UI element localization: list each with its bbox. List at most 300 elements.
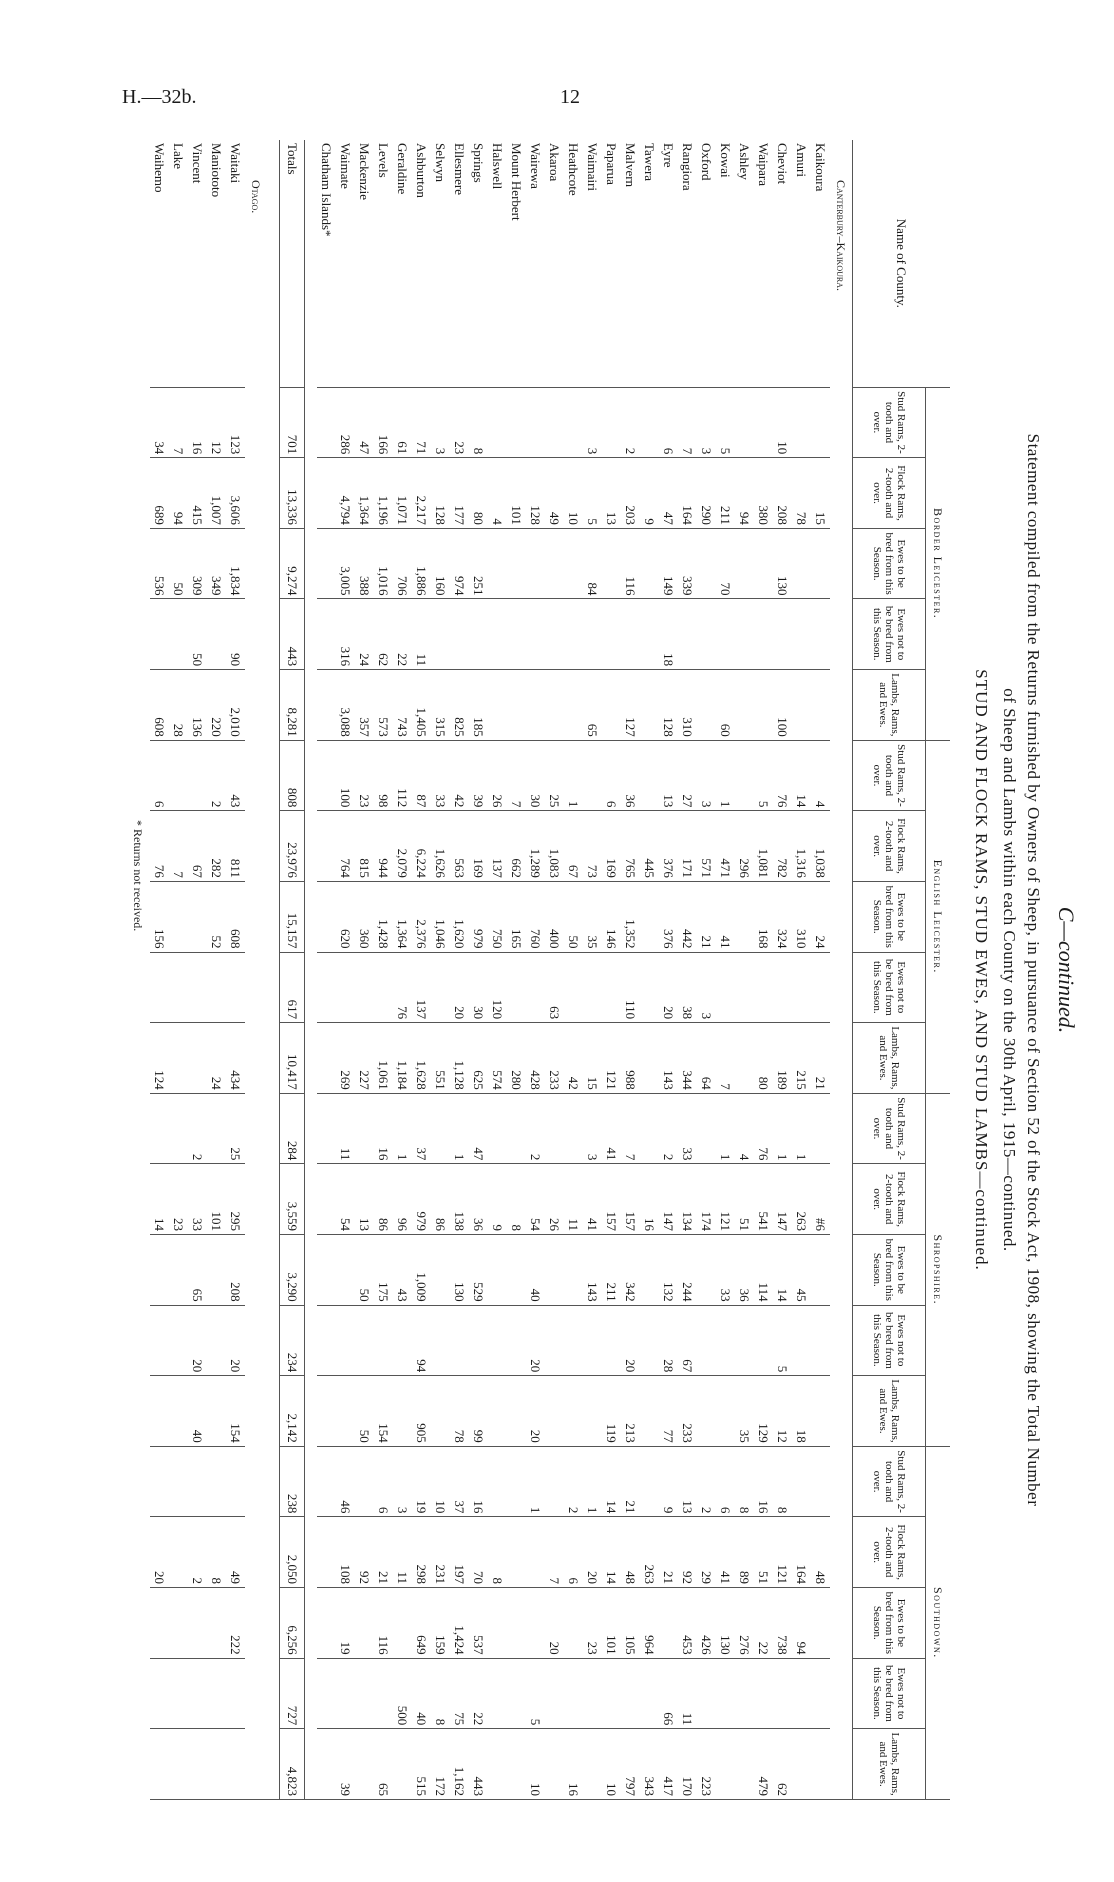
table-cell: 649: [412, 1588, 431, 1659]
table-cell: [583, 599, 602, 670]
table-cell: 1,009: [412, 1234, 431, 1305]
table-cell: 1,626: [431, 811, 450, 882]
county-name: Vincent: [188, 140, 207, 387]
table-cell: 815: [355, 811, 374, 882]
table-cell: [317, 1729, 336, 1800]
table-cell: [317, 670, 336, 741]
table-cell: 3: [697, 387, 716, 458]
table-cell: 175: [374, 1234, 393, 1305]
table-cell: [640, 1658, 659, 1729]
table-cell: 26: [545, 1164, 564, 1235]
table-cell: [602, 952, 621, 1023]
table-cell: [317, 1517, 336, 1588]
table-cell: [317, 952, 336, 1023]
table-cell: 37: [412, 1093, 431, 1164]
table-cell: 26: [488, 740, 507, 811]
table-cell: 20: [526, 1376, 545, 1447]
table-cell: 357: [355, 670, 374, 741]
table-cell: 2: [564, 1446, 583, 1517]
table-cell: 30: [469, 952, 488, 1023]
table-cell: [564, 670, 583, 741]
table-cell: 988: [621, 1023, 640, 1094]
table-cell: 48: [621, 1517, 640, 1588]
table-cell: [811, 387, 830, 458]
table-cell: 101: [507, 458, 526, 529]
table-cell: 608: [226, 881, 245, 952]
table-cell: [169, 740, 188, 811]
table-cell: 620: [336, 881, 355, 952]
column-header: Lambs, Rams, and Ewes.: [853, 670, 926, 741]
table-cell: 2: [659, 1093, 678, 1164]
table-cell: 1,071: [393, 458, 412, 529]
title-block: [971, 120, 1085, 1820]
county-name: Waitaki: [226, 140, 245, 387]
county-name: Totals: [280, 140, 305, 387]
table-cell: [640, 952, 659, 1023]
table-cell: 67: [188, 811, 207, 882]
table-cell: 189: [773, 1023, 792, 1094]
table-cell: 3,290: [280, 1234, 305, 1305]
table-row: [678, 140, 697, 1800]
table-cell: 9: [640, 458, 659, 529]
footnote: * Returns not received.: [131, 820, 145, 932]
table-cell: 18: [792, 1376, 811, 1447]
county-name: Oxford: [697, 140, 716, 387]
column-header: Ewes not to be bred from this Season.: [853, 1658, 926, 1729]
table-cell: [488, 1234, 507, 1305]
table-cell: [735, 1023, 754, 1094]
table-cell: 37: [450, 1446, 469, 1517]
table-cell: 689: [150, 458, 169, 529]
table-cell: [602, 528, 621, 599]
table-cell: 1,352: [621, 881, 640, 952]
table-cell: 43: [393, 1234, 412, 1305]
table-cell: 8: [488, 1517, 507, 1588]
table-cell: 177: [450, 458, 469, 529]
table-cell: 727: [280, 1658, 305, 1729]
table-cell: 36: [621, 740, 640, 811]
table-cell: 123: [226, 387, 245, 458]
table-cell: [564, 1658, 583, 1729]
table-cell: 76: [393, 952, 412, 1023]
table-cell: [754, 1305, 773, 1376]
column-header: Stud Rams, 2-tooth and over.: [853, 387, 926, 458]
column-header: Lambs, Rams, and Ewes.: [853, 1729, 926, 1800]
table-cell: 6,256: [280, 1588, 305, 1659]
table-cell: 573: [374, 670, 393, 741]
table-cell: [188, 881, 207, 952]
table-cell: [431, 1305, 450, 1376]
table-cell: [773, 599, 792, 670]
table-cell: [716, 1305, 735, 1376]
table-cell: 5: [716, 387, 735, 458]
table-cell: [317, 387, 336, 458]
table-cell: 10: [526, 1729, 545, 1800]
county-name: Waimate: [336, 140, 355, 387]
table-cell: 41: [583, 1164, 602, 1235]
table-cell: 29: [697, 1517, 716, 1588]
table-cell: 22: [469, 1658, 488, 1729]
table-cell: [150, 1446, 169, 1517]
table-cell: 41: [716, 1517, 735, 1588]
table-cell: 42: [450, 740, 469, 811]
table-cell: [355, 952, 374, 1023]
table-cell: 944: [374, 811, 393, 882]
table-cell: [169, 1446, 188, 1517]
table-cell: [355, 1588, 374, 1659]
table-cell: [317, 1446, 336, 1517]
table-cell: [317, 1023, 336, 1094]
table-cell: [188, 740, 207, 811]
county-name: Maniototo: [207, 140, 226, 387]
table-cell: [545, 1446, 564, 1517]
table-row: [150, 140, 169, 1800]
table-cell: 20: [150, 1517, 169, 1588]
table-cell: 400: [545, 881, 564, 952]
table-cell: 23: [450, 387, 469, 458]
county-name: Wairewa: [526, 140, 545, 387]
table-cell: [564, 1234, 583, 1305]
table-cell: 130: [773, 528, 792, 599]
table-cell: 136: [188, 670, 207, 741]
table-cell: [621, 599, 640, 670]
county-name: Waipara: [754, 140, 773, 387]
table-cell: 92: [355, 1517, 374, 1588]
table-cell: 19: [412, 1446, 431, 1517]
table-cell: 1,620: [450, 881, 469, 952]
table-cell: 1: [583, 1446, 602, 1517]
table-cell: [792, 670, 811, 741]
table-cell: 33: [716, 1234, 735, 1305]
table-cell: [169, 1729, 188, 1800]
table-cell: 99: [469, 1376, 488, 1447]
table-cell: [169, 1305, 188, 1376]
table-cell: [207, 1658, 226, 1729]
table-cell: 154: [374, 1376, 393, 1447]
table-row: [431, 140, 450, 1800]
table-cell: [754, 1658, 773, 1729]
table-cell: [640, 1023, 659, 1094]
table-cell: [226, 952, 245, 1023]
table-cell: [735, 387, 754, 458]
table-cell: [507, 1588, 526, 1659]
table-cell: 110: [621, 952, 640, 1023]
table-cell: 782: [773, 811, 792, 882]
table-row: [488, 140, 507, 1800]
table-cell: [431, 1234, 450, 1305]
table-cell: 49: [226, 1517, 245, 1588]
document-reference: H.—32b.: [122, 86, 197, 108]
table-cell: 86: [374, 1164, 393, 1235]
county-name: Halswell: [488, 140, 507, 387]
table-cell: [393, 1376, 412, 1447]
table-cell: [773, 952, 792, 1023]
table-cell: 16: [564, 1729, 583, 1800]
table-cell: 1,289: [526, 811, 545, 882]
table-cell: 11: [336, 1093, 355, 1164]
table-cell: 208: [773, 458, 792, 529]
table-cell: 1,834: [226, 528, 245, 599]
table-cell: 5: [773, 1305, 792, 1376]
table-cell: 13: [602, 458, 621, 529]
table-cell: 157: [621, 1164, 640, 1235]
table-cell: [488, 1446, 507, 1517]
table-cell: 1,886: [412, 528, 431, 599]
table-cell: 108: [336, 1517, 355, 1588]
table-cell: 2,376: [412, 881, 431, 952]
table-cell: 284: [280, 1093, 305, 1164]
table-cell: 172: [431, 1729, 450, 1800]
county-name: Akaroa: [545, 140, 564, 387]
table-cell: 156: [150, 881, 169, 952]
table-row: [659, 140, 678, 1800]
section-label: Canterbury–Kaikoura.: [830, 140, 853, 1800]
table-cell: 227: [355, 1023, 374, 1094]
county-name: Tawera: [640, 140, 659, 387]
table-cell: 50: [564, 881, 583, 952]
table-cell: [450, 1305, 469, 1376]
column-header: Flock Rams, 2-tooth and over.: [853, 811, 926, 882]
table-cell: [188, 1588, 207, 1659]
table-cell: 134: [678, 1164, 697, 1235]
table-cell: [317, 1234, 336, 1305]
county-name: Cheviot: [773, 140, 792, 387]
table-cell: 50: [355, 1376, 374, 1447]
table-cell: 22: [754, 1588, 773, 1659]
table-cell: 70: [716, 528, 735, 599]
table-cell: [355, 1658, 374, 1729]
table-cell: 65: [188, 1234, 207, 1305]
table-cell: 143: [659, 1023, 678, 1094]
table-cell: 4: [811, 740, 830, 811]
table-cell: [811, 599, 830, 670]
table-cell: 121: [773, 1517, 792, 1588]
table-cell: 18: [659, 599, 678, 670]
table-cell: 168: [754, 881, 773, 952]
table-cell: 428: [526, 1023, 545, 1094]
table-cell: 21: [659, 1517, 678, 1588]
table-cell: 10: [431, 1446, 450, 1517]
totals-row: [280, 140, 305, 1800]
table-cell: 24: [811, 881, 830, 952]
table-cell: [169, 599, 188, 670]
table-cell: 47: [355, 387, 374, 458]
table-cell: [374, 1658, 393, 1729]
table-cell: 8: [507, 1164, 526, 1235]
table-cell: [640, 881, 659, 952]
table-cell: 4,823: [280, 1729, 305, 1800]
table-cell: 138: [450, 1164, 469, 1235]
table-cell: 15: [811, 458, 830, 529]
table-cell: 8: [735, 1446, 754, 1517]
table-cell: 701: [280, 387, 305, 458]
table-cell: [735, 670, 754, 741]
table-cell: 811: [226, 811, 245, 882]
table-cell: 143: [583, 1234, 602, 1305]
table-row: [374, 140, 393, 1800]
table-cell: 706: [393, 528, 412, 599]
table-cell: 211: [716, 458, 735, 529]
table-cell: [207, 1446, 226, 1517]
table-cell: 625: [469, 1023, 488, 1094]
table-cell: 343: [640, 1729, 659, 1800]
table-cell: [754, 599, 773, 670]
column-header: Ewes not to be bred from this Season.: [853, 1305, 926, 1376]
table-cell: [393, 1729, 412, 1800]
table-cell: 7: [545, 1517, 564, 1588]
table-cell: 35: [583, 881, 602, 952]
county-name: Ashley: [735, 140, 754, 387]
table-cell: 33: [678, 1093, 697, 1164]
table-cell: [507, 1658, 526, 1729]
table-cell: 9: [659, 1446, 678, 1517]
table-cell: 3: [583, 387, 602, 458]
table-cell: [488, 528, 507, 599]
table-cell: [488, 387, 507, 458]
table-cell: 551: [431, 1023, 450, 1094]
table-cell: 164: [792, 1517, 811, 1588]
table-cell: 269: [336, 1023, 355, 1094]
table-cell: 2,079: [393, 811, 412, 882]
table-cell: 764: [336, 811, 355, 882]
table-cell: 349: [207, 528, 226, 599]
table-cell: 743: [393, 670, 412, 741]
table-cell: 1: [792, 1093, 811, 1164]
table-cell: [754, 952, 773, 1023]
table-cell: [207, 1729, 226, 1800]
table-cell: 77: [659, 1376, 678, 1447]
table-cell: 4,794: [336, 458, 355, 529]
column-header: Stud Rams, 2-tooth and over.: [853, 740, 926, 811]
table-row: [207, 140, 226, 1800]
table-cell: 149: [659, 528, 678, 599]
table-cell: [792, 1729, 811, 1800]
table-cell: [393, 1588, 412, 1659]
table-cell: 3: [431, 387, 450, 458]
table-cell: 43: [226, 740, 245, 811]
table-cell: 3,005: [336, 528, 355, 599]
table-cell: 36: [735, 1234, 754, 1305]
table-cell: 808: [280, 740, 305, 811]
table-cell: [564, 1093, 583, 1164]
table-cell: [188, 1023, 207, 1094]
table-cell: [583, 1729, 602, 1800]
table-cell: [792, 1446, 811, 1517]
table-cell: 1,038: [811, 811, 830, 882]
table-cell: [150, 1729, 169, 1800]
table-cell: 10,417: [280, 1023, 305, 1094]
table-cell: 47: [659, 458, 678, 529]
table-cell: [317, 528, 336, 599]
group-english-leicester: English Leicester.: [926, 740, 951, 1093]
table-cell: [697, 599, 716, 670]
table-cell: [716, 599, 735, 670]
table-cell: [545, 1729, 564, 1800]
table-cell: 1,405: [412, 670, 431, 741]
table-cell: 203: [621, 458, 640, 529]
table-cell: 1,364: [355, 458, 374, 529]
table-cell: 3: [583, 1093, 602, 1164]
county-name: Ellesmere: [450, 140, 469, 387]
table-cell: 20: [188, 1305, 207, 1376]
table-cell: 617: [280, 952, 305, 1023]
table-cell: 51: [754, 1517, 773, 1588]
table-cell: [526, 1588, 545, 1659]
table-cell: [640, 1234, 659, 1305]
table-cell: [735, 881, 754, 952]
table-cell: 11: [564, 1164, 583, 1235]
table-cell: 28: [659, 1305, 678, 1376]
table-cell: 905: [412, 1376, 431, 1447]
table-cell: 7: [621, 1093, 640, 1164]
table-cell: 1,424: [450, 1588, 469, 1659]
table-cell: 211: [602, 1234, 621, 1305]
table-cell: [507, 599, 526, 670]
table-cell: [169, 1093, 188, 1164]
table-cell: [545, 1305, 564, 1376]
table-cell: 342: [621, 1234, 640, 1305]
table-cell: [792, 387, 811, 458]
table-cell: [697, 528, 716, 599]
table-cell: 14: [150, 1164, 169, 1235]
table-row: [583, 140, 602, 1800]
table-cell: 24: [355, 599, 374, 670]
table-cell: [355, 1093, 374, 1164]
table-cell: 164: [678, 458, 697, 529]
table-cell: 54: [336, 1164, 355, 1235]
table-cell: 2,010: [226, 670, 245, 741]
table-cell: 121: [716, 1164, 735, 1235]
table-cell: [507, 528, 526, 599]
table-cell: 146: [602, 881, 621, 952]
table-cell: 19: [336, 1588, 355, 1659]
county-name: Waimairi: [583, 140, 602, 387]
table-cell: 316: [336, 599, 355, 670]
table-cell: 453: [678, 1588, 697, 1659]
table-cell: 16: [469, 1446, 488, 1517]
table-cell: [336, 952, 355, 1023]
table-cell: [564, 952, 583, 1023]
table-cell: 96: [393, 1164, 412, 1235]
column-header: Ewes to be bred from this Season.: [853, 1234, 926, 1305]
table-cell: 23: [355, 740, 374, 811]
table-cell: 154: [226, 1376, 245, 1447]
table-cell: [169, 881, 188, 952]
table-cell: [450, 599, 469, 670]
table-cell: 174: [697, 1164, 716, 1235]
county-name: Kowai: [716, 140, 735, 387]
table-cell: [697, 1376, 716, 1447]
table-row: [226, 140, 245, 1800]
spacer-row: [305, 140, 318, 1800]
table-cell: [545, 387, 564, 458]
table-cell: 251: [469, 528, 488, 599]
table-cell: 36: [469, 1164, 488, 1235]
table-cell: [431, 952, 450, 1023]
table-cell: [507, 952, 526, 1023]
table-cell: 738: [773, 1588, 792, 1659]
table-cell: 47: [469, 1093, 488, 1164]
table-cell: 98: [374, 740, 393, 811]
table-cell: 101: [207, 1164, 226, 1235]
table-cell: 1: [773, 1093, 792, 1164]
table-cell: 14: [602, 1446, 621, 1517]
table-cell: 233: [545, 1023, 564, 1094]
table-cell: 4: [488, 458, 507, 529]
table-cell: 23: [583, 1588, 602, 1659]
table-cell: [431, 1376, 450, 1447]
table-row: [564, 140, 583, 1800]
